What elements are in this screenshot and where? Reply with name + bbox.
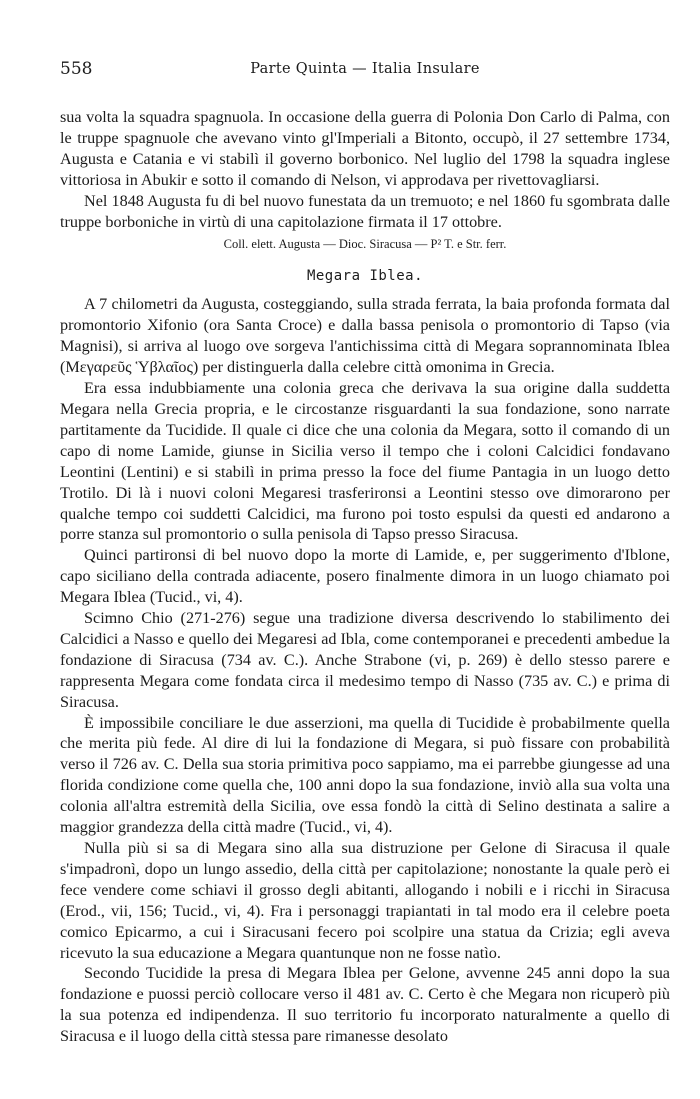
section-title: Megara Iblea. xyxy=(306,268,424,285)
running-title: Parte Quinta — Italia Insulare xyxy=(250,61,480,77)
paragraph: A 7 chilometri da Augusta, costeggiando, sulla strada ferrata, la baia profonda formata dal promontorio Xifonio (ora Santa Croce) e dalla bassa penisola o promontorio di Tapso (via Magnisi), si arriva al luogo ove sorgeva l'antichissima città di Megara soprannominata Iblea (Μεγαρεῦς Ὑβλαῖος) per distinguerla dalla celebre città omonima in Grecia. xyxy=(60,295,670,377)
paragraph: È impossibile conciliare le due asserzioni, ma quella di Tucidide è probabilmente quella che merita più fede. Al dire di lui la fondazione di Megara, si può fissare con probabilità verso il 726 av. C. Della sua storia primitiva poco sappiamo, ma ei parrebbe giungesse ad una florida condizione come quella che, 100 anni dopo la sua fondazione, inviò alla sua volta una colonia all'altra estremità della Sicilia, ove essa fondò la città di Selino destinata a salire a maggior grandezza della città madre (Tucid., vi, 4). xyxy=(60,713,670,837)
paragraph: Era essa indubbiamente una colonia greca che derivava la sua origine dalla suddetta Megara nella Grecia propria, e le circostanze risguardanti la sua fondazione, sono narrate partitamente da Tucidide. Il quale ci dice che una colonia da Megara, sotto il comando di un capo di nome Lamide, giunse in Sicilia verso il tempo che i coloni Calcidici fondavano Leontini (Lentini) e si stabilì in prima presso la foce del fiume Pantagia in un luogo detto Trotilo. Di là i nuovi coloni Megaresi trasferironsi a Leontini stesso ove dimorarono per qualche tempo coi suddetti Calcidici, ma furono poi tosto espulsi da questi ed andarono a porre stanza sul promontorio o sulla penisola di Tapso presso Siracusa. xyxy=(60,379,670,544)
paragraph: Secondo Tucidide la presa di Megara Iblea per Gelone, avvenne 245 anni dopo la sua fondazione e puossi perciò collocare verso il 481 av. C. Certo è che Megara non ricuperò più la sua potenza ed indipendenza. Il suo territorio fu incorporato naturalmente a quello di Siracusa e il luogo della città stessa pare rimanesse desolato xyxy=(60,964,670,1046)
page-number: 558 xyxy=(60,59,93,79)
paragraph: Nel 1848 Augusta fu di bel nuovo funestata da un tremuoto; e nel 1860 fu sgombrata dalle truppe borboniche in virtù di una capitolazione firmata il 17 ottobre. xyxy=(60,191,670,231)
reference-note: Coll. elett. Augusta — Dioc. Siracusa — P² T. e Str. ferr. xyxy=(223,237,507,252)
paragraph: sua volta la squadra spagnuola. In occasione della guerra di Polonia Don Carlo di Palma, con le truppe spagnuole che avevano vinto gl'Imperiali a Bitonto, occupò, il 27 settembre 1734, Augusta e Catania e vi stabilì il governo borbonico. Nel luglio del 1798 la squadra inglese vittoriosa in Abukir e sotto il comando di Nelson, vi approdava per rivettovagliarsi. xyxy=(60,108,670,189)
page-header xyxy=(60,58,670,80)
paragraph: Nulla più si sa di Megara sino alla sua distruzione per Gelone di Siracusa il quale s'impadronì, dopo un lungo assedio, della città per capitolazione; nonostante la quale però ei fece vendere come schiavi il grosso degli abitanti, allogando i nobili e i ricchi in Siracusa (Erod., vii, 156; Tucid., vi, 4). Fra i personaggi trapiantati in tal modo era il celebre poeta comico Epicarmo, a cui i Siracusani fecero poi scolpire una statua da Crizia; egli aveva ricevuto la sua educazione a Megara quantunque non ne fosse natìo. xyxy=(60,839,670,962)
body-text xyxy=(60,107,670,1047)
paragraph: Quinci partironsi di bel nuovo dopo la morte di Lamide, e, per suggerimento d'Iblone, capo siciliano della contrada adiacente, posero finalmente dimora in un luogo chiamato poi Megara Iblea (Tucid., vi, 4). xyxy=(60,546,670,607)
paragraph: Scimno Chio (271-276) segue una tradizione diversa descrivendo lo stabilimento dei Calcidici a Nasso e quello dei Megaresi ad Ibla, come contemporanei e precedenti ambedue la fondazione di Siracusa (734 av. C.). Anche Strabone (vi, p. 269) è dello stesso parere e rappresenta Megara come fondata circa il medesimo tempo di Nasso (735 av. C.) e prima di Siracusa. xyxy=(60,609,670,711)
